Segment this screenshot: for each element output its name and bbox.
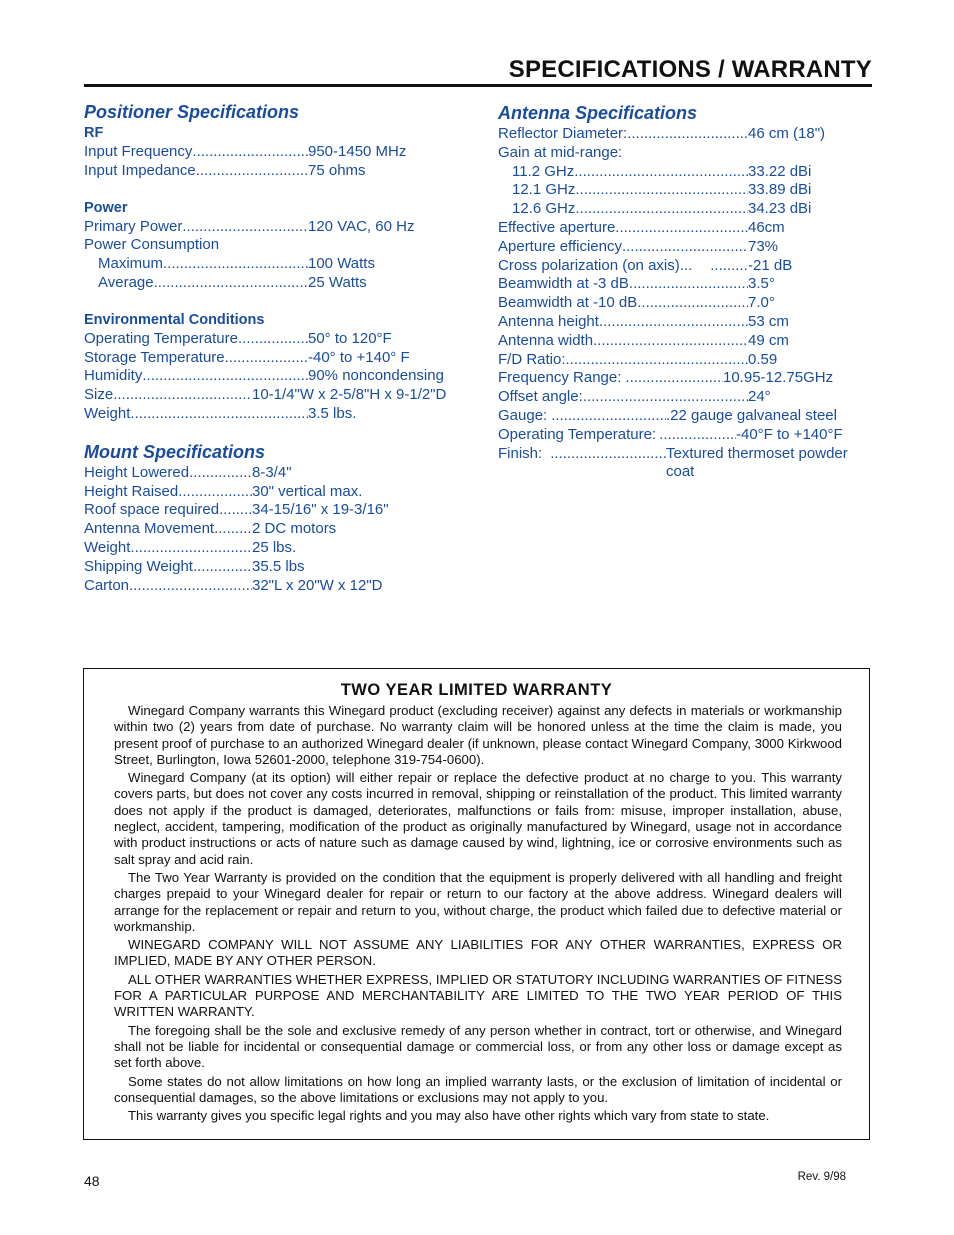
spec-value: 30" vertical max. [252,482,363,500]
spec-label: Antenna width [498,331,594,349]
page-number: 48 [84,1173,100,1189]
spec-row-gain-12-1 [498,181,878,200]
spec-value: 10.95-12.75GHz [723,369,834,387]
spec-label: 12.1 GHz [512,181,576,199]
warranty-paragraph: This warranty gives you specific legal rights and you may also have other rights which vary from state to state. [128,1108,770,1124]
spec-value: 25 Watts [308,273,367,291]
title-rule [84,84,872,87]
spec-value: 950-1450 MHz [308,143,407,160]
spec-row-weight [84,405,474,424]
left-column [84,100,474,595]
spec-row-operating-temp [84,330,474,349]
right-column [498,101,878,482]
spec-value: 25 lbs. [252,538,297,556]
spec-value: .22 gauge galvaneal steel [666,406,837,424]
spec-row-antenna-movement [84,520,474,539]
spec-label: Effective aperture [498,218,616,236]
warranty-paragraph: Some states do not allow limitations on how long an implied warranty lasts, or the exclusion of limitation of incidental or consequential damages, so the above limitations or exclusions may not apply to you. [114,1073,842,1105]
spec-value: 3.5 lbs. [308,404,357,422]
spec-value: 100 Watts [308,255,375,273]
spec-row-power-consumption [84,236,474,255]
power-heading: Power [84,199,128,216]
spec-label: Antenna Movement [84,520,215,538]
spec-label: Offset angle: [498,388,583,406]
spec-row-height-lowered [84,464,474,483]
spec-row-shipping-weight [84,558,474,577]
spec-row-beamwidth-10db [498,294,878,313]
spec-row-storage-temp [84,349,474,368]
spec-row-aperture-efficiency [498,238,878,257]
spec-row-gain [498,144,878,163]
warranty-paragraph: Winegard Company (at its option) will either repair or replace the defective product at no charge to you. This warranty covers parts, but does not cover any costs incurred in removal, shipping or reinstallation of the product. This limited warranty does not apply if the product is damaged, deteriorates, malfunctions or fails from: misuse, improper installation, abuse, neglect, accident, tampering, modification of the product as originally manufactured by Winegard, usage not in accordance with product instructions or acts of nature such as damage caused by wind, lightning, ice or corrosive environments such as salt spray and acid rain. [114,770,842,867]
mount-specs-title: Mount Specifications [84,441,266,462]
spec-value: 49 cm [748,331,789,349]
spec-value: 33.22 dBi [748,162,812,180]
spec-value: 34.23 dBi [748,200,812,218]
warranty-paragraph: ALL OTHER WARRANTIES WHETHER EXPRESS, IMPLIED OR STATUTORY INCLUDING WARRANTIES OF FITNESS FOR A PARTICULAR PURPOSE AND MERCHANTABILITY ARE LIMITED TO THE TWO YEAR PERIOD OF THIS WRITTEN WARRANTY. [114,971,842,1020]
spec-row-input-frequency [84,143,474,162]
mount-specs [84,440,474,596]
spec-label: Operating Temperature: [498,425,657,443]
spec-row-maximum [84,255,474,274]
spec-label: Storage Temperature [84,348,225,366]
spec-row-finish [498,445,878,464]
spec-row-offset-angle [498,388,878,407]
spec-row-input-impedance [84,162,474,181]
spec-value: 53 cm [748,312,789,330]
spec-label: Gauge: [498,406,548,424]
spec-label: 11.2 GHz [512,162,575,180]
antenna-specs-title: Antenna Specifications [498,103,698,123]
spec-row-size [84,386,474,405]
spec-value: Textured thermoset powder [666,444,848,462]
spec-label: Reflector Diameter: [498,125,628,142]
spec-value: -21 dB [748,256,793,274]
spec-label: Average [98,273,154,291]
spec-row-gauge [498,407,878,426]
spec-label: Beamwidth at -3 dB [498,275,629,293]
spec-label: Frequency Range: [498,369,622,387]
spec-label: F/D Ratio: [498,350,566,368]
spec-label: Antenna height [498,312,599,330]
spec-value: 50° to 120°F [308,329,392,347]
spec-label: Operating Temperature [84,329,238,347]
spec-label: Size [84,386,114,404]
spec-label: Weight [84,404,131,422]
spec-row-beamwidth-3db [498,275,878,294]
spec-value: 34-15/16" x 19-3/16" [252,501,389,519]
spec-row-gain-12-6 [498,200,878,219]
spec-value: -40° to +140° F [308,348,410,366]
spec-row-antenna-operating-temp [498,426,878,445]
spec-row-carton [84,577,474,596]
spec-row-fd-ratio [498,351,878,370]
spec-label: Input Frequency [84,143,193,160]
spec-label: Power Consumption [84,236,220,254]
spec-value: 0.59 [748,350,778,368]
spec-value: 3.5° [748,275,775,293]
spec-row-cross-polarization [498,257,878,276]
spec-row-average [84,274,474,293]
spec-label: 12.6 GHz [512,200,576,218]
spec-row-mount-weight [84,539,474,558]
spec-label: Maximum [98,255,164,273]
spec-value: 35.5 lbs [252,557,305,575]
spec-row-gain-11-2 [498,163,878,182]
spec-label: Primary Power [84,217,183,235]
warranty-paragraph: WINEGARD COMPANY WILL NOT ASSUME ANY LIABILITIES FOR ANY OTHER WARRANTIES, EXPRESS OR IMPLIED, MADE BY ANY OTHER PERSON. [114,937,842,969]
spec-label: Beamwidth at -10 dB [498,294,638,312]
spec-value: 46 cm (18") [748,125,826,142]
warranty-paragraph: The foregoing shall be the sole and exclusive remedy of any person whether in contract, tort or otherwise, and Winegard shall not be liable for incidental or consequential damage or commercial loss, or from any other loss or damage except as set forth above. [114,1022,842,1071]
spec-label: Humidity [84,367,143,385]
spec-label: Shipping Weight [84,557,193,575]
spec-value: 24° [748,388,771,406]
spec-value: 73% [748,237,779,255]
spec-label: Aperture efficiency [498,237,622,255]
spec-value: 120 VAC, 60 Hz [308,217,415,235]
spec-label: Roof space required [84,501,220,519]
spec-value: 90% noncondensing [308,367,444,385]
warranty-paragraph: Winegard Company warrants this Winegard product (excluding receiver) against any defects in materials or workmanship within two (2) years from date of purchase. No warranty claim will be honored unless at the time the claim is made, you present proof of purchase to an authorized Winegard dealer (if unknown, please contact Winegard Company, 3000 Kirkwood Street, Burlington, Iowa 52601-2000, telephone 319-754-0600). [114,703,842,767]
warranty-body [114,703,842,1124]
spec-label: Cross polarization (on axis)... [498,256,693,274]
spec-value: 33.89 dBi [748,181,812,199]
page-title: SPECIFICATIONS / WARRANTY [508,56,872,83]
spec-label: Gain at mid-range: [498,143,623,161]
spec-value: 32"L x 20"W x 12"D [252,576,383,594]
spec-row-effective-aperture [498,219,878,238]
spec-value: 10-1/4"W x 2-5/8"H x 9-1/2"D [252,386,447,404]
environmental-heading: Environmental Conditions [84,311,265,328]
spec-label: Height Lowered [84,463,190,481]
warranty-paragraph: The Two Year Warranty is provided on the condition that the equipment is properly delivered with all handling and freight charges prepaid to your Winegard dealer for repair or return to our factory at the above address. Winegard dealers will arrange for the replacement or repair and return to you, without charge, the product which failed due to defective material or workmanship. [114,869,842,934]
spec-label: Height Raised [84,482,179,500]
spec-value: 75 ohms [308,161,366,179]
spec-row-reflector-diameter [498,125,878,144]
spec-row-roof-space [84,501,474,520]
spec-value: -40°F to +140°F [736,425,843,443]
spec-row-antenna-height [498,313,878,332]
revision-note: Rev. 9/98 [797,1171,846,1183]
spec-value: 2 DC motors [252,520,337,538]
spec-row-height-raised [84,483,474,502]
rf-heading: RF [84,125,104,141]
spec-label: Weight [84,538,131,556]
spec-row-humidity [84,367,474,386]
spec-label: Input Impedance [84,161,196,179]
spec-row-frequency-range [498,369,878,388]
spec-value: 7.0° [748,294,775,312]
spec-row-primary-power [84,218,474,237]
spec-row-antenna-width [498,332,878,351]
warranty-title: TWO YEAR LIMITED WARRANTY [340,681,613,699]
spec-label: Carton [84,576,130,594]
spec-finish-continuation: coat [666,463,695,481]
positioner-specs-title: Positioner Specifications [84,102,300,122]
warranty-box [83,668,870,1140]
spec-value: 8-3/4" [252,463,292,481]
spec-label: Finish: [498,444,543,462]
spec-value: 46cm [748,218,785,236]
